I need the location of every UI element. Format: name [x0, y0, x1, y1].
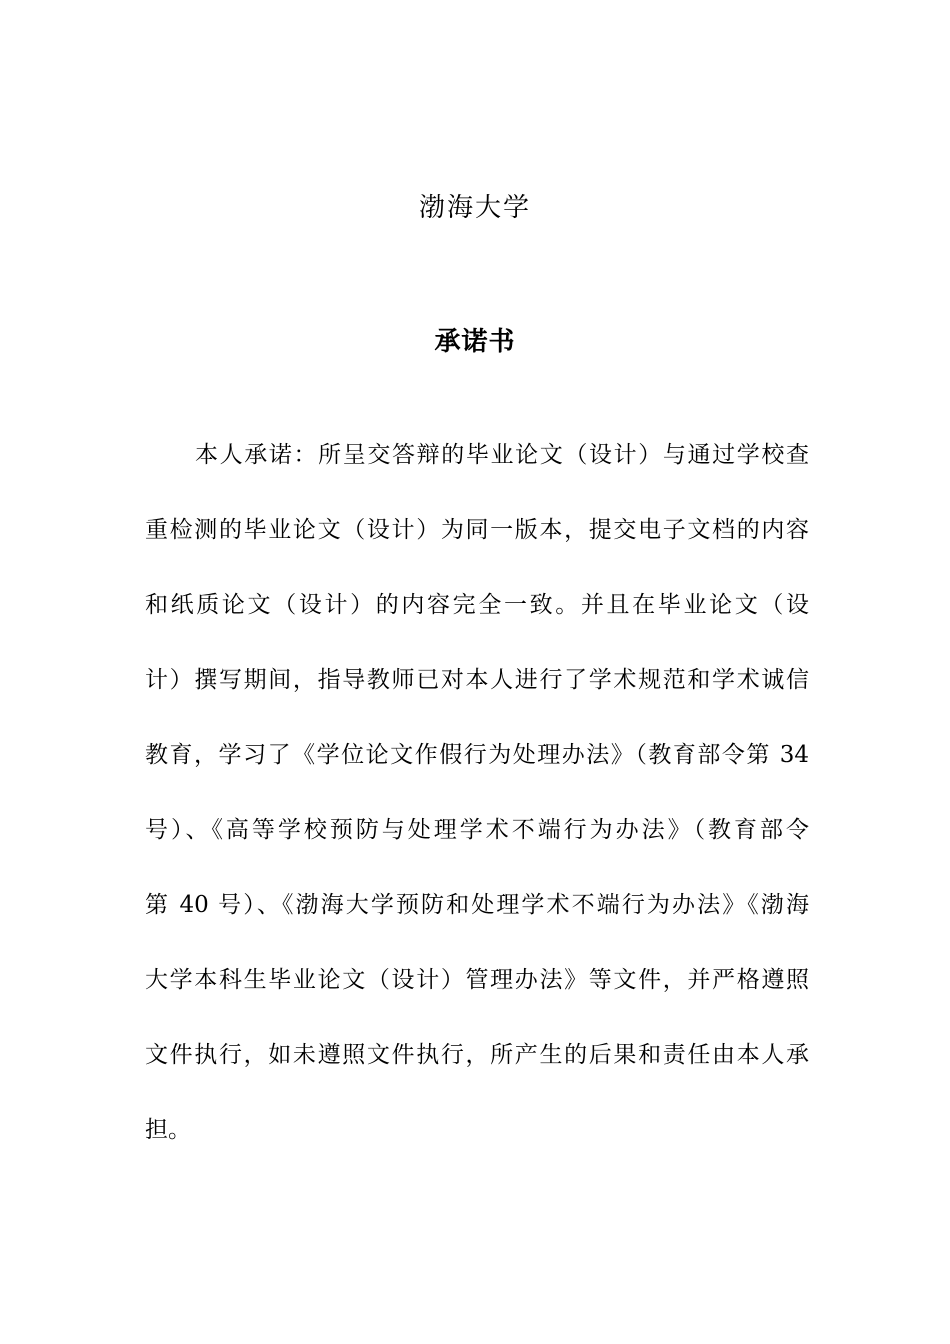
university-name: 渤海大学	[418, 193, 531, 223]
paragraph-line: 和纸质论文（设计）的内容完全一致。并且在毕业论文（设	[145, 592, 809, 618]
document-title: 承诺书	[434, 327, 516, 357]
paragraph-line: 大学本科生毕业论文（设计）管理办法》等文件，并严格遵照	[145, 967, 809, 993]
paragraph-line: 担。	[145, 1117, 191, 1143]
paragraph-line: 重检测的毕业论文（设计）为同一版本，提交电子文档的内容	[145, 517, 809, 543]
paragraph-line: 教育，学习了《学位论文作假行为处理办法》（教育部令第 34	[145, 742, 809, 768]
paragraph-line: 第 40 号）、《渤海大学预防和处理学术不端行为办法》《渤海	[145, 892, 809, 918]
paragraph-line: 本人承诺：所呈交答辩的毕业论文（设计）与通过学校查	[195, 442, 809, 468]
paragraph-line: 文件执行，如未遵照文件执行，所产生的后果和责任由本人承	[145, 1042, 809, 1068]
paragraph-line: 号）、《高等学校预防与处理学术不端行为办法》（教育部令	[145, 817, 809, 843]
paragraph-line: 计）撰写期间，指导教师已对本人进行了学术规范和学术诚信	[145, 667, 809, 693]
pledge-paragraph	[145, 436, 809, 1186]
